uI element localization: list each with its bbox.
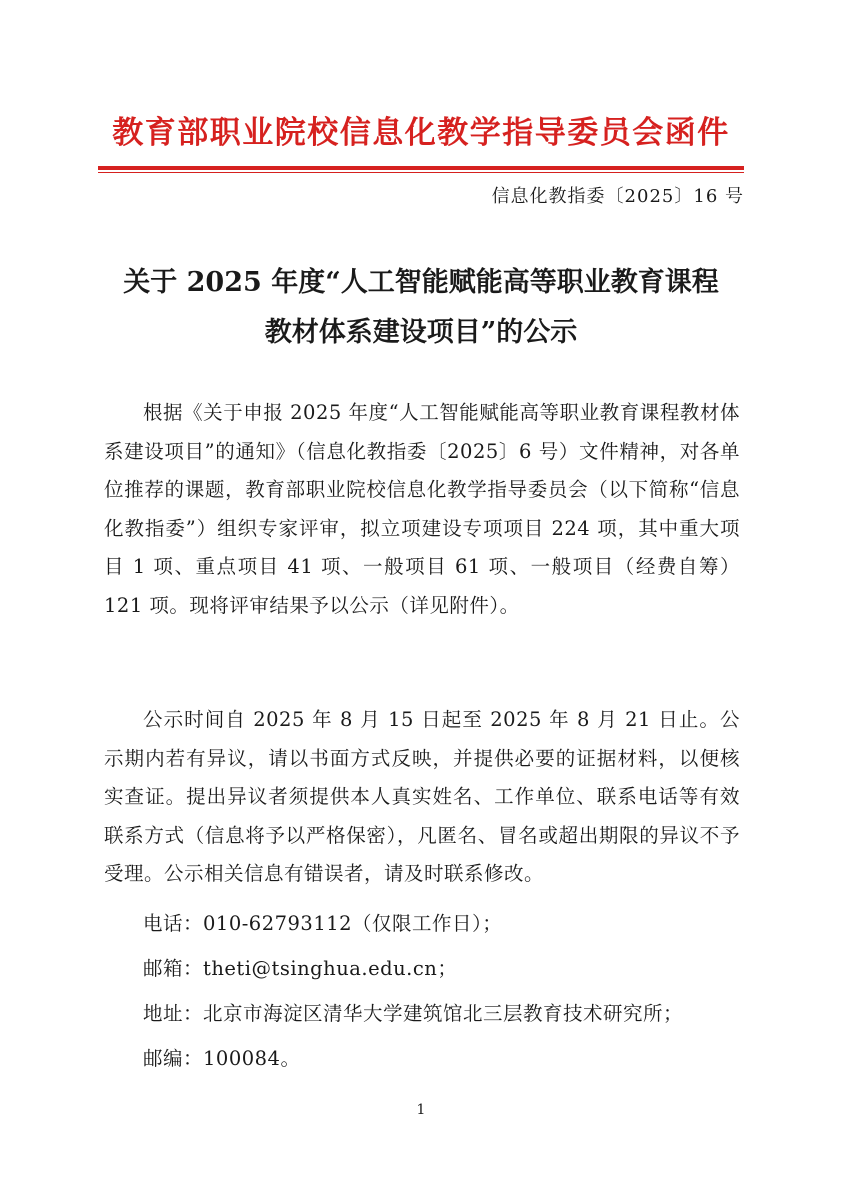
body-paragraph-1: 根据《关于申报 2025 年度“人工智能赋能高等职业教育课程教材体系建设项目”的通知》（信息化教指委〔2025〕6 号）文件精神，对各单位推荐的课题，教育部职业院校信息化教学指导委员会（以下简称“信息化教指委”）组织专家评审，拟立项建设专项项目 224 项，其中重大项目 1 项、重点项目 41 项、一般项目 61 项、一般项目（经费自筹）121 项。现将评审结果予以公示（详见附件）。 [104,401,740,617]
letterhead-title: 教育部职业院校信息化教学指导委员会函件 [112,115,730,151]
letterhead-divider-thin [98,172,744,173]
body-paragraph-2: 公示时间自 2025 年 8 月 15 日起至 2025 年 8 月 21 日止。公示期内若有异议，请以书面方式反映，并提供必要的证据材料，以便核实查证。提出异议者须提供本人真实姓名、工作单位、联系电话等有效联系方式（信息将予以严格保密），凡匿名、冒名或超出期限的异议不予受理。公示相关信息有错误者，请及时联系修改。 [104,708,740,885]
contact-email: 邮箱：theti@tsinghua.edu.cn； [143,957,458,980]
letterhead-divider-thick [98,166,744,170]
page-number: 1 [416,1102,426,1118]
contact-postcode: 邮编：100084。 [143,1047,301,1070]
title-line-2: 教材体系建设项目”的公示 [264,317,578,348]
document-number: 信息化教指委〔2025〕16 号 [491,186,744,207]
title-line-1: 关于 2025 年度“人工智能赋能高等职业教育课程 [123,267,719,298]
contact-phone: 电话：010-62793112（仅限工作日）； [143,912,503,935]
contact-address: 地址：北京市海淀区清华大学建筑馆北三层教育技术研究所； [143,1002,684,1025]
document-title [90,258,752,358]
